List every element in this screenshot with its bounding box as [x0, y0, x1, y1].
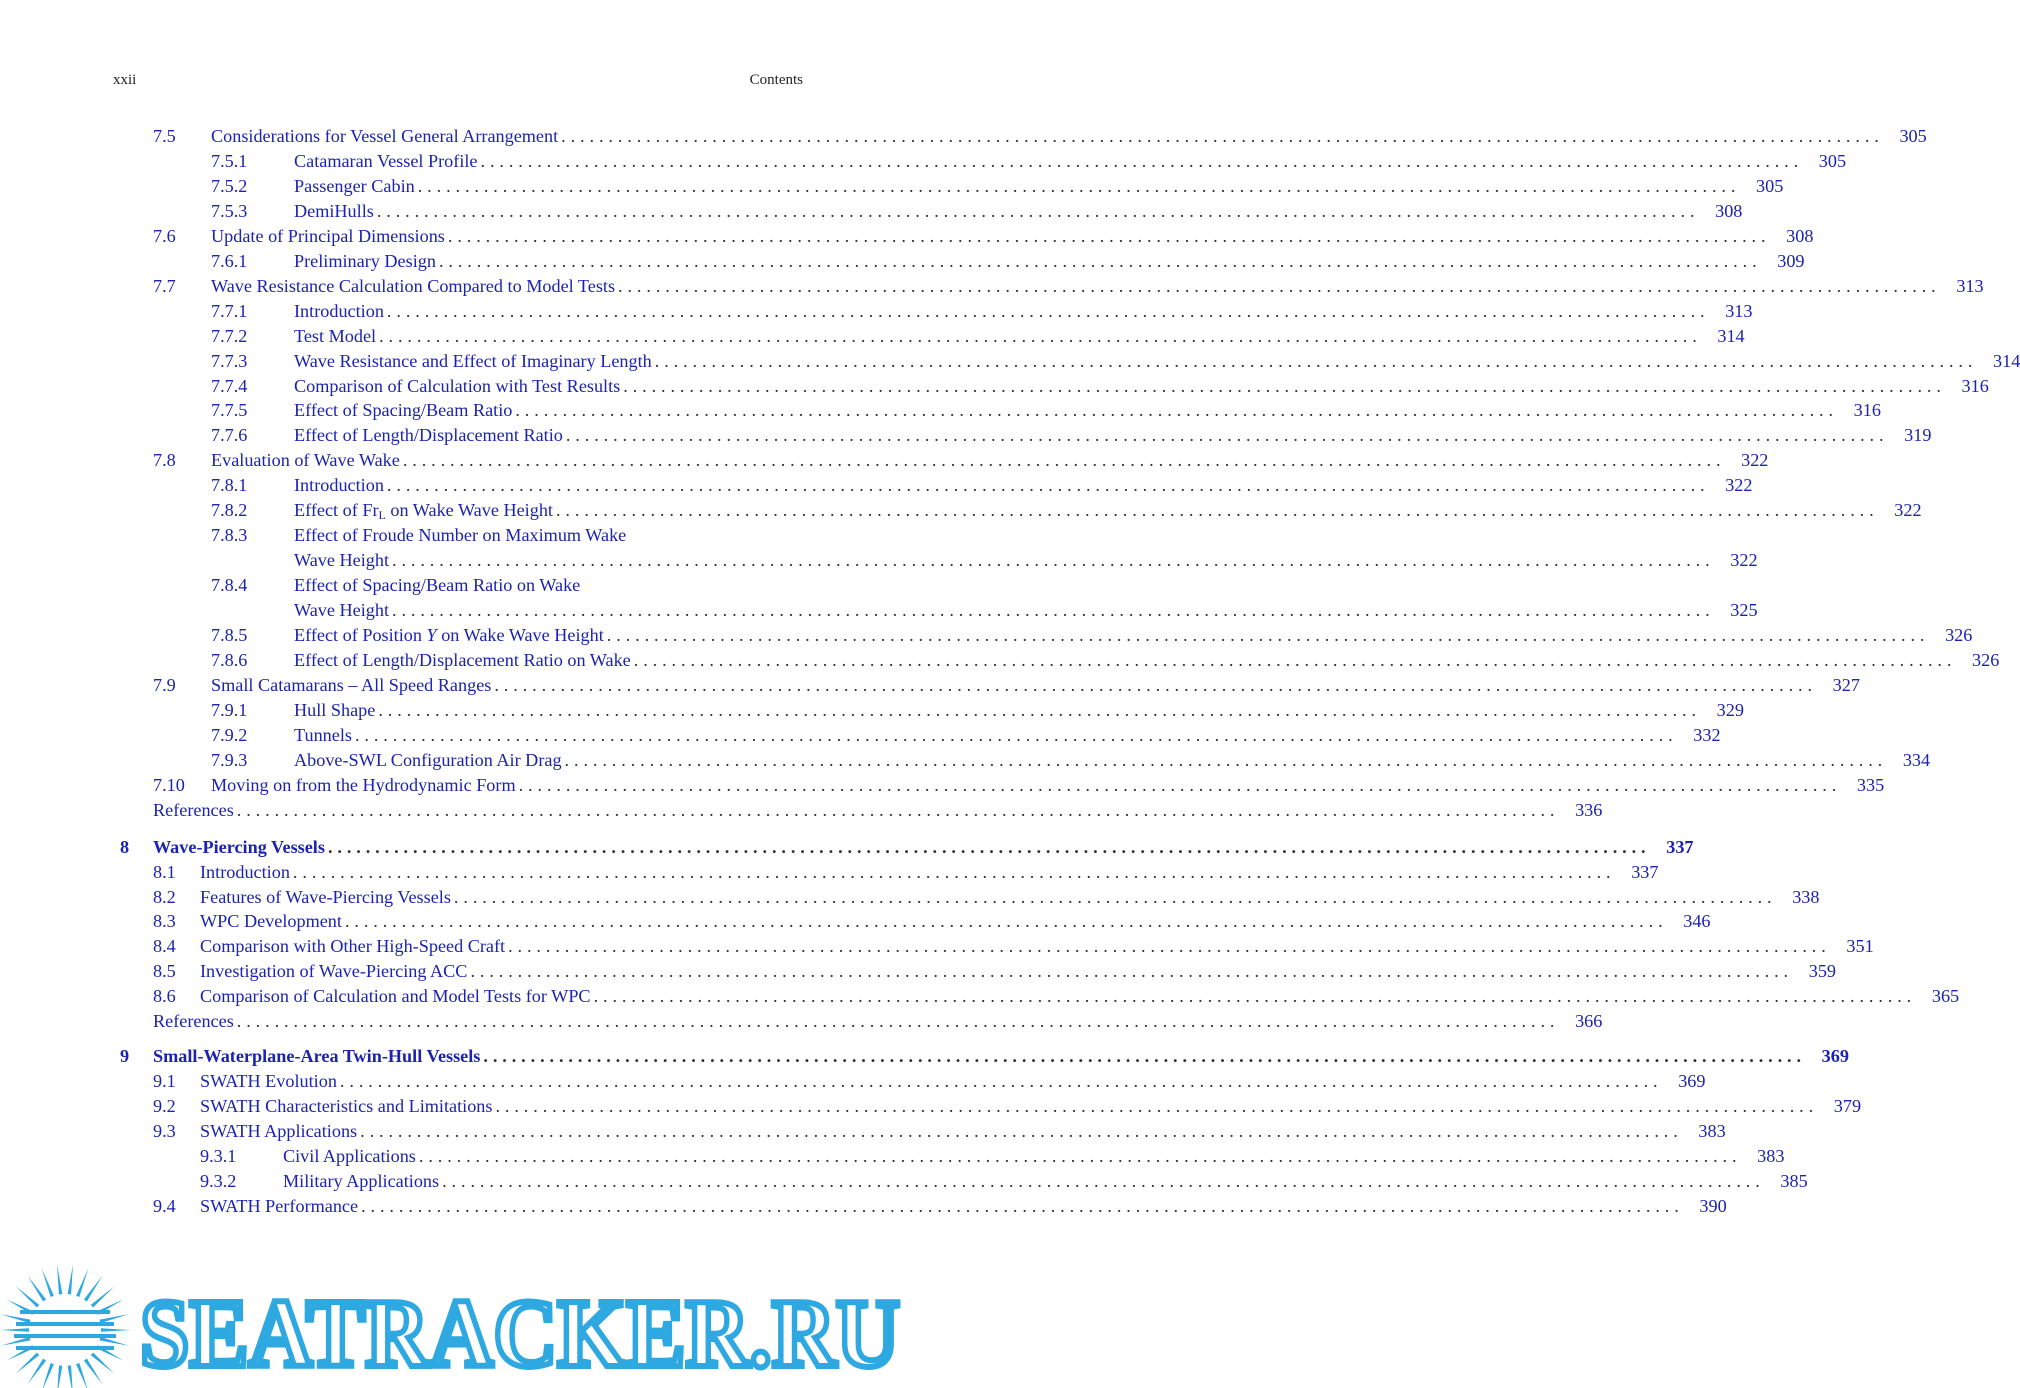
toc-entry[interactable] [211, 249, 1805, 274]
dot-leader: ............................................................................................................................................ [623, 375, 1946, 396]
page-number: 305 [1899, 126, 1927, 146]
page-number: 322 [1894, 500, 1922, 521]
dot-leader: ............................................................................................................................................ [470, 961, 1793, 982]
dot-leader: ............................................................................................................................................ [654, 350, 1978, 371]
entry-title [294, 548, 389, 573]
entry-title [283, 1144, 416, 1169]
dot-leader: ............................................................................................................................................ [327, 836, 1651, 857]
toc-entry[interactable] [211, 174, 1784, 199]
page-number: 337 [1666, 836, 1694, 857]
toc-entry[interactable] [153, 885, 1820, 910]
entry-title [294, 398, 512, 423]
page-number: 327 [1832, 674, 1860, 695]
toc-entry[interactable] [211, 199, 1743, 224]
dot-leader: ............................................................................................................................................ [236, 799, 1560, 820]
toc-entry[interactable] [120, 1044, 1849, 1069]
dot-leader: ............................................................................................................................................ [494, 674, 1817, 695]
toc-entry[interactable] [153, 984, 1960, 1009]
section-number: 7.8.5 [211, 625, 248, 645]
section-number: 9.4 [153, 1195, 176, 1216]
entry-title-text: DemiHulls [294, 200, 374, 221]
entry-title-text: Test Model [294, 325, 377, 346]
toc-entry[interactable] [211, 473, 1753, 498]
dot-leader: ............................................................................................................................................ [361, 1195, 1684, 1216]
section-number: 9.1 [153, 1071, 176, 1092]
toc-entry[interactable] [153, 1009, 1603, 1034]
page-number: 314 [1717, 325, 1745, 346]
entry-title [294, 423, 563, 448]
entry-title [294, 523, 626, 548]
section-number: 9.3.2 [200, 1170, 237, 1191]
sunburst-logo-icon [0, 1264, 131, 1388]
section-number: 8.5 [153, 961, 176, 982]
entry-title [294, 623, 604, 648]
section-number: 7.9.2 [211, 724, 248, 745]
entry-title-text: Moving on from the Hydrodynamic Form [211, 774, 516, 795]
page-number: 379 [1833, 1096, 1862, 1117]
page-number: 319 [1904, 425, 1932, 446]
section-number: 7.7.2 [211, 325, 248, 346]
toc-entry[interactable] [153, 124, 1927, 149]
watermark-text: SEATRACKER.RU [140, 1280, 900, 1388]
section-number: 7.8 [153, 450, 176, 471]
entry-title [200, 1194, 358, 1219]
entry-title [200, 984, 591, 1009]
section-number: 7.7 [153, 275, 176, 296]
entry-title-text: Introduction [294, 475, 384, 496]
toc-entry[interactable] [211, 149, 1847, 174]
entry-title-text: Preliminary Design [294, 250, 436, 271]
entry-title-text: Evaluation of Wave Wake [211, 450, 400, 471]
toc-entry[interactable] [211, 573, 803, 598]
entry-title-text: Hull Shape [294, 699, 376, 720]
entry-title-text: Effect of Position Y on Wake Wave Height [294, 625, 604, 645]
toc-entry[interactable] [211, 299, 1753, 324]
entry-title [294, 723, 352, 748]
section-number: 9.3 [153, 1121, 176, 1142]
page-number: 332 [1693, 724, 1721, 745]
toc-entry[interactable] [211, 423, 1932, 448]
toc-entry[interactable] [211, 498, 1922, 523]
dot-leader: ............................................................................................................................................ [495, 1096, 1819, 1117]
section-number: 7.7.4 [211, 375, 248, 396]
page-number: 335 [1856, 774, 1885, 795]
running-head-page-number: xxii [113, 72, 137, 88]
page-number: 336 [1575, 799, 1603, 820]
entry-title-text: SWATH Performance [200, 1195, 359, 1216]
page-number: 305 [1818, 150, 1847, 171]
entry-title-rest: on Wake Wave Height [385, 500, 553, 521]
toc-entry[interactable] [211, 748, 1931, 773]
page-number: 322 [1741, 450, 1769, 471]
dot-leader: ............................................................................................................................................ [392, 600, 1715, 621]
toc-entry[interactable] [211, 698, 1744, 723]
entry-title-text: Update of Principal Dimensions [211, 225, 445, 246]
entry-title-text: Effect of Length/Displacement Ratio on Wake [294, 649, 631, 670]
section-number: 7.8.4 [211, 575, 248, 596]
entry-title-text: Small-Waterplane-Area Twin-Hull Vessels [153, 1046, 481, 1067]
entry-title [294, 598, 389, 623]
page-number: 329 [1716, 699, 1744, 720]
entry-title-text: Wave Resistance Calculation Compared to Model Tests [211, 275, 616, 296]
entry-title-text: Effect of Spacing/Beam Ratio on Wake [294, 575, 581, 596]
dot-leader: ............................................................................................................................................ [565, 425, 1889, 446]
page-number: 322 [1730, 550, 1758, 571]
toc-entry[interactable] [153, 934, 1874, 959]
page-number: 351 [1846, 936, 1874, 957]
dot-leader: ............................................................................................................................................ [442, 1170, 1765, 1191]
entry-title-text: Wave Height [294, 600, 389, 621]
entry-title [283, 1169, 439, 1194]
entry-title-text: Comparison of Calculation and Model Tests for WPC [200, 986, 591, 1007]
entry-title [153, 1009, 234, 1034]
toc-entry[interactable] [153, 959, 1836, 984]
section-number: 7.9.3 [211, 749, 248, 770]
toc-entry[interactable] [200, 1144, 1785, 1169]
dot-leader: ............................................................................................................................................ [354, 724, 1678, 745]
entry-title-text: SWATH Evolution [200, 1071, 337, 1092]
dot-leader: ............................................................................................................................................ [480, 150, 1804, 171]
dot-leader: ............................................................................................................................................ [515, 400, 1838, 421]
dot-leader: ............................................................................................................................................ [518, 774, 1842, 795]
toc-entry[interactable] [153, 1194, 1727, 1219]
entry-title [211, 673, 491, 698]
entry-title-text: Investigation of Wave-Piercing ACC [200, 961, 468, 982]
entry-title [200, 959, 467, 984]
page-number: 309 [1777, 250, 1805, 271]
toc-entry[interactable] [211, 723, 1721, 748]
page-number: 366 [1575, 1011, 1603, 1032]
entry-title-text: Catamaran Vessel Profile [294, 150, 478, 171]
entry-title-text: References [153, 799, 234, 820]
page-number: 337 [1631, 861, 1659, 882]
entry-title [294, 199, 374, 224]
entry-title [153, 1044, 480, 1069]
entry-title [294, 349, 652, 374]
dot-leader: ............................................................................................................................................ [386, 300, 1710, 321]
dot-leader: ............................................................................................................................................ [376, 200, 1700, 221]
section-number: 7.8.1 [211, 475, 248, 496]
toc-entry[interactable] [211, 324, 1745, 349]
entry-title-text: Features of Wave-Piercing Vessels [200, 886, 451, 907]
entry-title-text: Comparison of Calculation with Test Results [294, 375, 621, 396]
page-number: 322 [1725, 475, 1753, 496]
toc-entry[interactable] [211, 548, 1758, 573]
entry-title-text: Comparison with Other High-Speed Craft [200, 936, 506, 957]
entry-title-text: Effect of Spacing/Beam Ratio [294, 400, 513, 421]
dot-leader: ............................................................................................................................................ [392, 550, 1715, 571]
dot-leader: ............................................................................................................................................ [417, 175, 1741, 196]
entry-title [211, 124, 558, 149]
section-number: 8.2 [153, 886, 176, 907]
toc-entry[interactable] [153, 1094, 1862, 1119]
page-number: 369 [1821, 1046, 1849, 1067]
page-number: 338 [1792, 886, 1820, 907]
section-number: 7.10 [153, 774, 185, 795]
dot-leader: ............................................................................................................................................ [418, 1146, 1742, 1166]
entry-title-text: Passenger Cabin [294, 175, 415, 196]
page-number: 346 [1683, 911, 1711, 932]
entry-title [153, 798, 234, 823]
page-number: 334 [1902, 749, 1931, 770]
entry-title [294, 573, 580, 598]
section-number: 7.9 [153, 674, 176, 695]
page-number: 308 [1786, 225, 1814, 246]
dot-leader: ............................................................................................................................................ [555, 500, 1879, 521]
dot-leader: ............................................................................................................................................ [378, 699, 1701, 720]
entry-title [294, 374, 620, 399]
toc-entry[interactable] [153, 1119, 1726, 1144]
toc-entry[interactable] [153, 673, 1860, 698]
dot-leader: ............................................................................................................................................ [483, 1046, 1806, 1067]
toc-entry[interactable] [211, 598, 1758, 623]
section-number: 7.8.3 [211, 525, 248, 546]
dot-leader: ............................................................................................................................................ [633, 649, 1957, 670]
dot-leader: ............................................................................................................................................ [606, 625, 1930, 645]
section-number: 7.7.1 [211, 300, 248, 321]
section-number: 8.4 [153, 936, 176, 957]
section-number: 7.5.2 [211, 175, 248, 196]
watermark [0, 1250, 915, 1388]
dot-leader: ............................................................................................................................................ [339, 1071, 1663, 1092]
dot-leader: ............................................................................................................................................ [292, 861, 1616, 882]
entry-title [211, 274, 615, 299]
section-number: 9.2 [153, 1096, 176, 1117]
entry-title [294, 748, 562, 773]
page-number: 390 [1699, 1195, 1727, 1216]
section-number: 8.6 [153, 986, 176, 1007]
section-number: 7.5.1 [211, 150, 248, 171]
dot-leader: ............................................................................................................................................ [386, 475, 1710, 496]
page-number: 369 [1678, 1071, 1706, 1092]
entry-title-text: Wave Height [294, 550, 389, 571]
section-number: 7.9.1 [211, 699, 248, 720]
entry-title-text: Effect of Froude Number on Maximum Wake [294, 525, 627, 546]
section-number: 9.3.1 [200, 1146, 237, 1166]
toc-entry[interactable] [153, 773, 1885, 798]
page-number: 383 [1698, 1121, 1726, 1142]
page-number: 325 [1730, 600, 1758, 621]
page-number: 359 [1808, 961, 1836, 982]
section-number: 7.5 [153, 126, 176, 146]
entry-title [294, 249, 436, 274]
toc-entry[interactable] [153, 274, 1984, 299]
dot-leader: ............................................................................................................................................ [561, 126, 1884, 146]
entry-title-text: References [153, 1011, 234, 1032]
dot-leader: ............................................................................................................................................ [438, 250, 1762, 271]
dot-leader: ............................................................................................................................................ [618, 275, 1941, 296]
dot-leader: ............................................................................................................................................ [508, 936, 1831, 957]
entry-title-text: Civil Applications [283, 1146, 416, 1166]
toc-entry[interactable] [211, 349, 2020, 374]
dot-leader: ............................................................................................................................................ [447, 225, 1771, 246]
section-number: 7.8.2 [211, 500, 248, 521]
entry-title [294, 473, 384, 498]
page-number: 313 [1956, 275, 1984, 296]
toc-entry[interactable] [153, 224, 1814, 249]
dot-leader: ............................................................................................................................................ [402, 450, 1726, 471]
section-number: 7.6.1 [211, 250, 248, 271]
entry-title [294, 324, 376, 349]
entry-title [294, 698, 375, 723]
entry-title-text: Wave-Piercing Vessels [153, 836, 325, 857]
entry-title [200, 1069, 337, 1094]
entry-title-text: Introduction [200, 861, 290, 882]
section-number: 7.6 [153, 225, 176, 246]
entry-title-text: Tunnels [294, 724, 352, 745]
toc-entry[interactable] [211, 398, 1881, 423]
entry-title [200, 885, 451, 910]
entry-title [294, 299, 384, 324]
page-number: 326 [1972, 649, 2000, 670]
entry-title [294, 648, 631, 673]
dot-leader: ............................................................................................................................................ [564, 749, 1888, 770]
page-number: 385 [1780, 1170, 1808, 1191]
toc-entry[interactable] [200, 1169, 1808, 1194]
chapter-number: 8 [120, 836, 130, 857]
entry-title-text: SWATH Characteristics and Limitations [200, 1096, 493, 1117]
toc-entry[interactable] [153, 798, 1603, 823]
section-number: 7.5.3 [211, 200, 248, 221]
toc-entry[interactable] [211, 648, 2000, 673]
toc-entry[interactable] [120, 835, 1694, 860]
entry-title-text: Introduction [294, 300, 384, 321]
toc-entry[interactable] [211, 623, 1973, 648]
entry-title-text: WPC Development [200, 911, 342, 932]
entry-title [153, 835, 325, 860]
section-number: 7.7.3 [211, 350, 248, 371]
section-number: 7.8.6 [211, 649, 248, 670]
entry-title [200, 1119, 357, 1144]
dot-leader: ............................................................................................................................................ [236, 1011, 1560, 1032]
page-number: 365 [1931, 986, 1960, 1007]
chapter-number: 9 [120, 1046, 130, 1067]
dot-leader: ............................................................................................................................................ [344, 911, 1668, 932]
entry-title-text: Wave Resistance and Effect of Imaginary Length [294, 350, 652, 371]
entry-title-text: Small Catamarans – All Speed Ranges [211, 674, 492, 695]
toc-entry[interactable] [211, 523, 803, 548]
page-number: 316 [1961, 375, 1989, 396]
page-number: 316 [1853, 400, 1881, 421]
page-number: 308 [1715, 200, 1743, 221]
page-number: 313 [1725, 300, 1753, 321]
dot-leader: ............................................................................................................................................ [379, 325, 1702, 346]
section-number: 8.1 [153, 861, 176, 882]
dot-leader: ............................................................................................................................................ [360, 1121, 1683, 1142]
running-head-title: Contents [749, 72, 803, 88]
entry-title-text: Effect of Fr [294, 500, 379, 521]
entry-title-text: Above-SWL Configuration Air Drag [294, 749, 562, 770]
toc-entry[interactable] [153, 448, 1769, 473]
entry-title-subscript: L [378, 508, 386, 523]
toc-entry[interactable] [153, 1069, 1706, 1094]
entry-title-text: Military Applications [283, 1170, 440, 1191]
page-number: 305 [1756, 175, 1784, 196]
entry-title [200, 909, 342, 934]
entry-title-text: Considerations for Vessel General Arrangement [211, 126, 559, 146]
toc-entry[interactable] [153, 860, 1659, 885]
dot-leader: ............................................................................................................................................ [593, 986, 1917, 1007]
section-number: 7.7.5 [211, 400, 248, 421]
entry-title [294, 149, 478, 174]
page-number: 383 [1757, 1146, 1785, 1166]
entry-title [294, 174, 415, 199]
entry-title [200, 1094, 492, 1119]
entry-title [200, 934, 505, 959]
entry-title [211, 448, 400, 473]
page-number: 326 [1945, 625, 1973, 645]
toc-entry[interactable] [153, 909, 1711, 934]
dot-leader: ............................................................................................................................................ [453, 886, 1777, 907]
toc-entry[interactable] [211, 374, 1989, 399]
entry-title-text: Effect of Length/Displacement Ratio [294, 425, 563, 446]
entry-title [211, 224, 445, 249]
entry-title [211, 773, 516, 798]
entry-title [200, 860, 290, 885]
entry-title-text: SWATH Applications [200, 1121, 358, 1142]
section-number: 8.3 [153, 911, 176, 932]
page-number: 314 [1993, 350, 2020, 371]
section-number: 7.7.6 [211, 425, 248, 446]
